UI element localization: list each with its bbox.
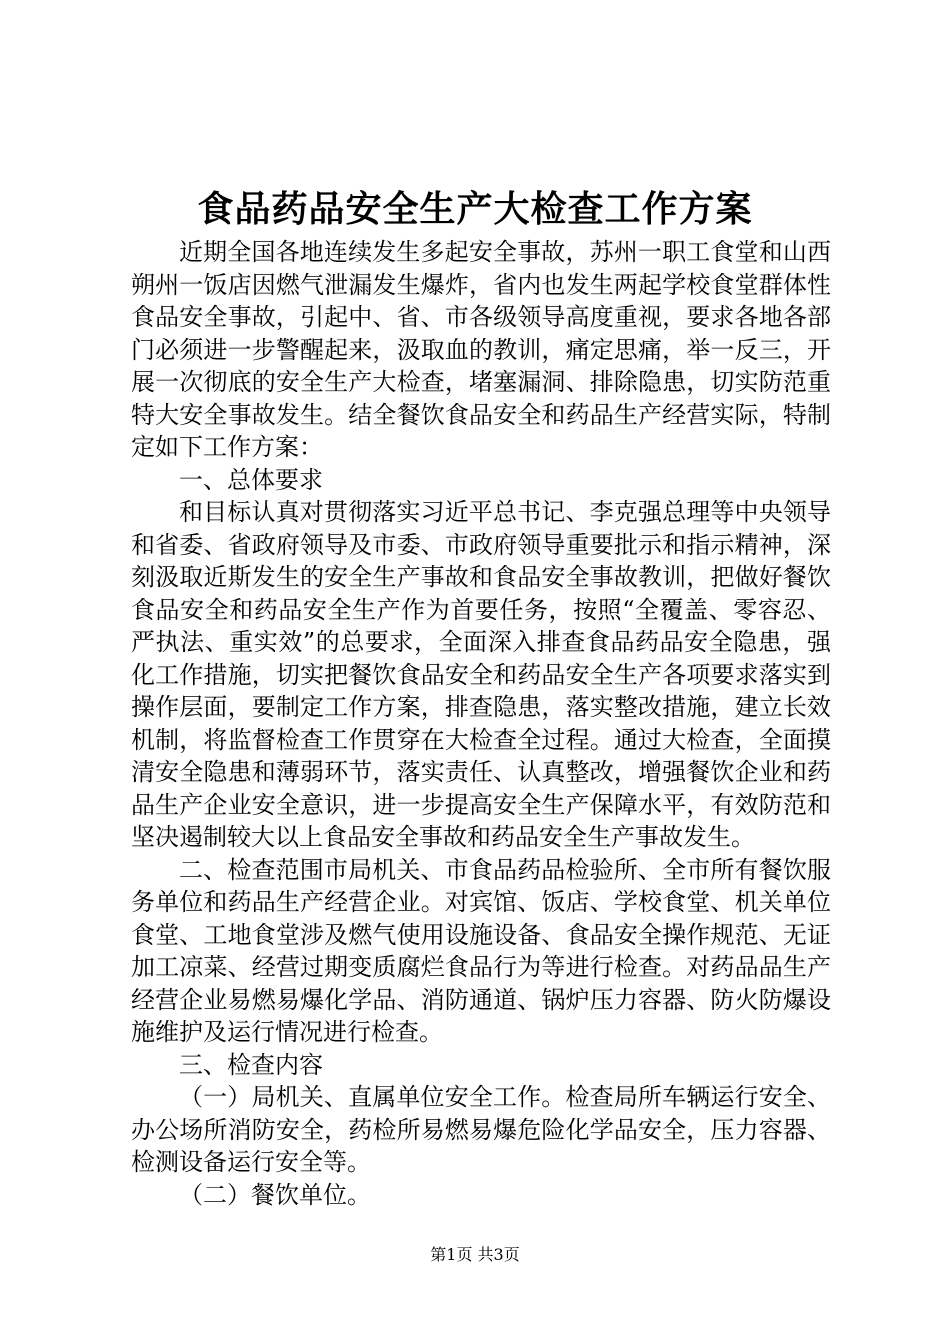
heading-inspection-content: 三、检查内容 (179, 1050, 323, 1079)
paragraph-item-two: （二）餐饮单位。 (179, 1180, 371, 1209)
heading-general-requirements: 一、总体要求 (179, 465, 323, 494)
document-title: 食品药品安全生产大检查工作方案 (197, 188, 753, 230)
page-number-footer: 第1页 共3页 (430, 1245, 520, 1264)
paragraph-inspection-scope: 二、检查范围市局机关、市食品药品检验所、全市所有餐饮服务单位和药品生产经营企业。对宾馆、饭店、学校食堂、机关单位食堂、工地食堂涉及燃气使用设施设备、食品安全操作规范、无证加工凉菜、经营过期变质腐烂食品行为等进行检查。对药品品生产经营企业易燃易爆化学品、消防通道、锅炉压力容器、防火防爆设施维护及运行情况进行检查。 (131, 855, 831, 1046)
paragraph-intro: 近期全国各地连续发生多起安全事故，苏州一职工食堂和山西朔州一饭店因燃气泄漏发生爆炸，省内也发生两起学校食堂群体性食品安全事故，引起中、省、市各级领导高度重视，要求各地各部门必须进一步警醒起来，汲取血的教训，痛定思痛，举一反三，开展一次彻底的安全生产大检查，堵塞漏洞、排除隐患，切实防范重特大安全事故发生。结全餐饮食品安全和药品生产经营实际，特制定如下工作方案： (131, 238, 831, 461)
paragraph-goals: 和目标认真对贯彻落实习近平总书记、李克强总理等中央领导和省委、省政府领导及市委、市政府领导重要批示和指示精神，深刻汲取近斯发生的安全生产事故和食品安全事故教训，把做好餐饮食品安全和药品安全生产作为首要任务，按照“全覆盖、零容忍、严执法、重实效”的总要求，全面深入排查食品药品安全隐患，强化工作措施，切实把餐饮食品安全和药品安全生产各项要求落实到操作层面，要制定工作方案，排查隐患，落实整改措施，建立长效机制，将监督检查工作贯穿在大检查全过程。通过大检查，全面摸清安全隐患和薄弱环节，落实责任、认真整改，增强餐饮企业和药品生产企业安全意识，进一步提高安全生产保障水平，有效防范和坚决遏制较大以上食品安全事故和药品安全生产事故发生。 (131, 498, 831, 851)
document-body (131, 236, 831, 1211)
paragraph-item-one: （一）局机关、直属单位安全工作。检查局所车辆运行安全、办公场所消防安全，药检所易燃易爆危险化学品安全，压力容器、检测设备运行安全等。 (131, 1083, 831, 1176)
